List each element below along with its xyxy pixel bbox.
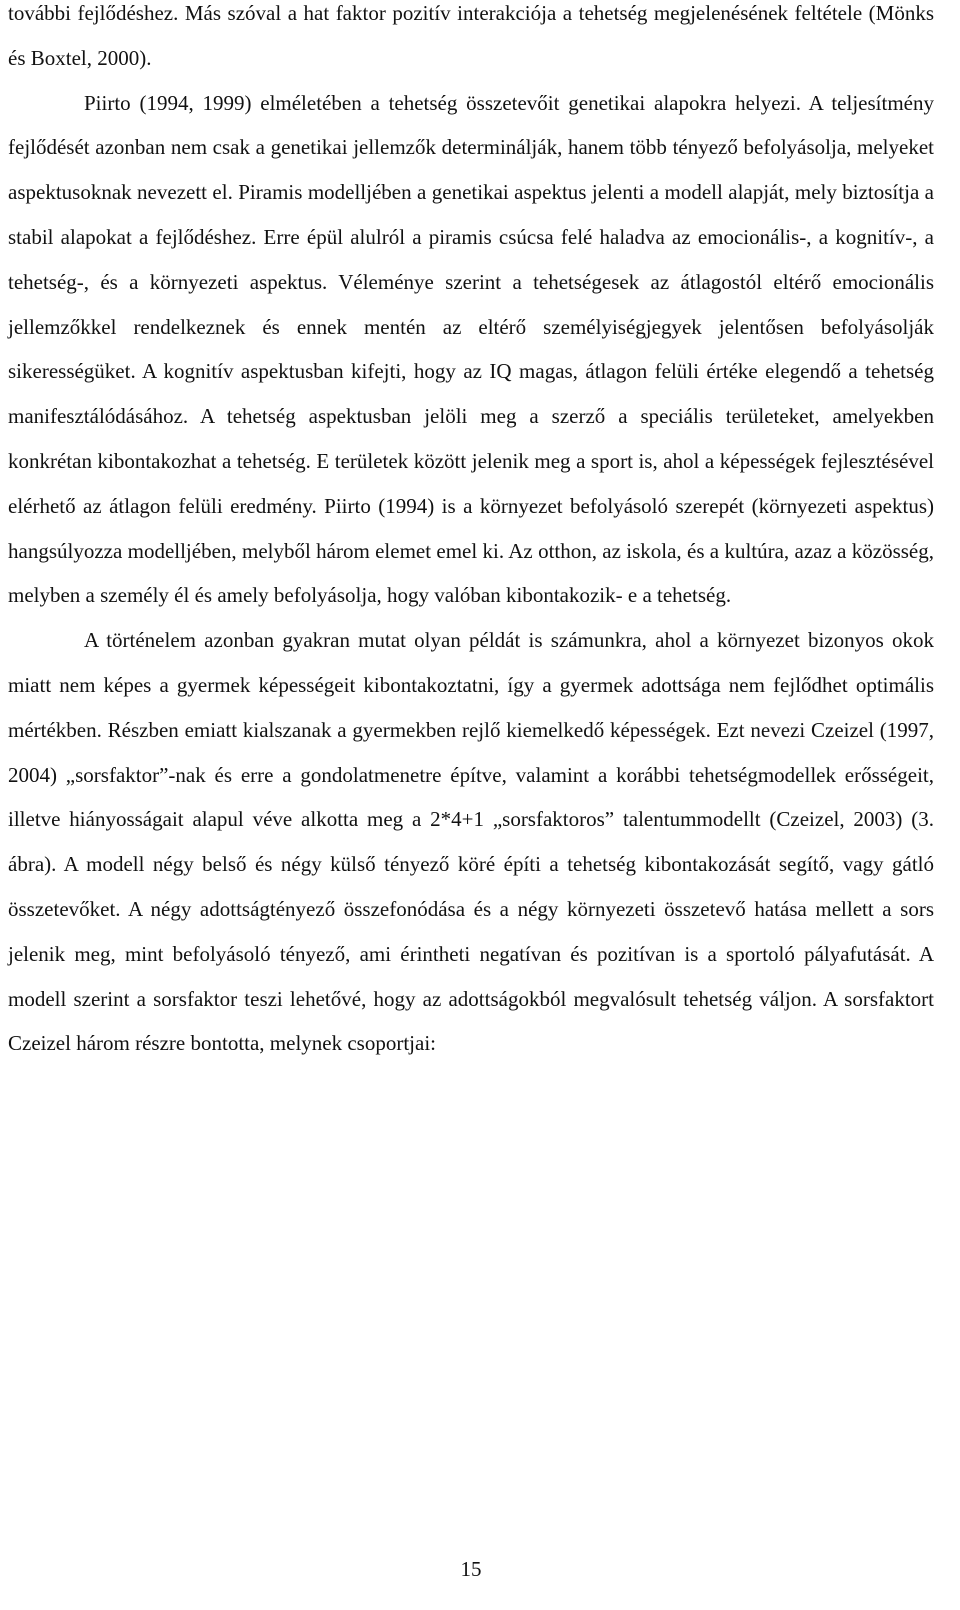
- paragraph-continuation: további fejlődéshez. Más szóval a hat faktor pozitív interakciója a tehetség megjelenésének feltétele (Mönks és Boxtel, 2000).: [8, 1, 934, 70]
- page-number: 15: [460, 1557, 482, 1581]
- document-page: [8, 0, 934, 1066]
- paragraph-piirto-model: Piirto (1994, 1999) elméletében a tehetség összetevőit genetikai alapokra helyezi. A teljesítmény fejlődését azonban nem csak a genetikai jellemzők determinálják, hanem több tényező befolyásolja, melyeket aspektusoknak nevezett el. Piramis modelljében a genetikai aspektus jelenti a modell alapját, mely biztosítja a stabil alapokat a fejlődéshez. Erre épül alulról a piramis csúcsa felé haladva az emocionális-, a kognitív-, a tehetség-, és a környezeti aspektus. Véleménye szerint a tehetségesek az átlagostól eltérő emocionális jellemzőkkel rendelkeznek és ennek mentén az eltérő személyiségjegyek jelentősen befolyásolják sikerességüket. A kognitív aspektusban kifejti, hogy az IQ magas, átlagon felüli értéke elegendő a tehetség manifesztálódásához. A tehetség aspektusban jelöli meg a szerző a speciális területeket, amelyekben konkrétan kibontakozhat a tehetség. E területek között jelenik meg a sport is, ahol a képességek fejlesztésével elérhető az átlagon felüli eredmény. Piirto (1994) is a környezet befolyásoló szerepét (környezeti aspektus) hangsúlyozza modelljében, melyből három elemet emel ki. Az otthon, az iskola, és a kultúra, azaz a közösség, melyben a személy él és amely befolyásolja, hogy valóban kibontakozik- e a tehetség.: [8, 90, 934, 608]
- paragraph-czeizel-model: A történelem azonban gyakran mutat olyan példát is számunkra, ahol a környezet bizonyos okok miatt nem képes a gyermek képességeit kibontakoztatni, így a gyermek adottsága nem fejlődhet optimális mértékben. Részben emiatt kialszanak a gyermekben rejlő kiemelkedő képességek. Ezt nevezi Czeizel (1997, 2004) „sorsfaktor”-nak és erre a gondolatmenetre építve, valamint a korábbi tehetségmodellek erősségeit, illetve hiányosságait alapul véve alkotta meg a 2*4+1 „sorsfaktoros” talentummodellt (Czeizel, 2003) (3. ábra). A modell négy belső és négy külső tényező köré építi a tehetség kibontakozását segítő, vagy gátló összetevőket. A négy adottságtényező összefonódása és a négy környezeti összetevő hatása mellett a sors jelenik meg, mint befolyásoló tényező, ami érintheti negatívan és pozitívan is a sportoló pályafutását. A modell szerint a sorsfaktor teszi lehetővé, hogy az adottságokból megvalósult tehetség váljon. A sorsfaktort Czeizel három részre bontotta, melynek csoportjai:: [8, 628, 934, 1056]
